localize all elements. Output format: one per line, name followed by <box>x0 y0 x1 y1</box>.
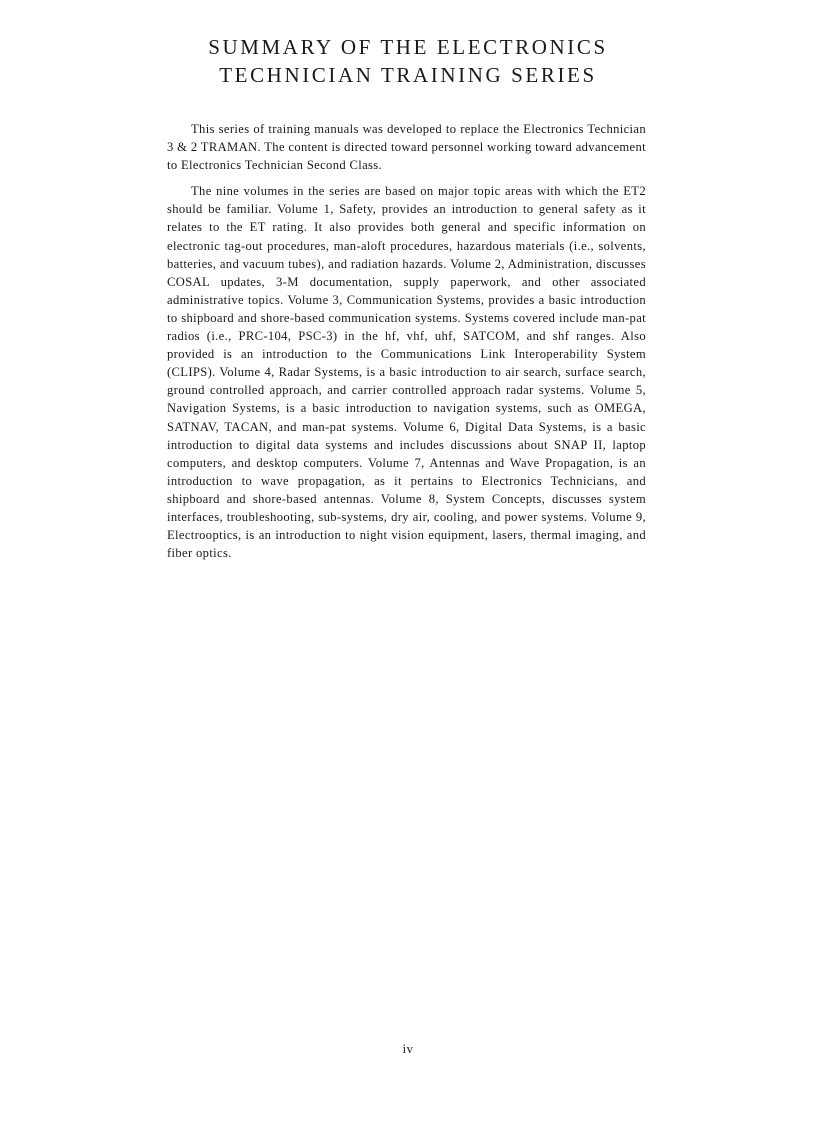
title-line-1: SUMMARY OF THE ELECTRONICS <box>208 35 608 59</box>
body-text <box>167 120 646 570</box>
title-line-2: TECHNICIAN TRAINING SERIES <box>219 63 597 87</box>
page-title <box>120 33 696 89</box>
page-number: iv <box>402 1042 414 1056</box>
paragraph-introduction: This series of training manuals was developed to replace the Electronics Technician 3 & 2 TRAMAN. The content is directed toward personnel working toward advancement to Electronics Technician Second Class. <box>167 122 646 173</box>
paragraph-volumes-overview: The nine volumes in the series are based on major topic areas with which the ET2 should be familiar. Volume 1, Safety, provides an introduction to general safety as it relates to the ET rating. It also provides both general and specific information on electronic tag-out procedures, man-aloft procedures, hazardous materials (i.e., solvents, batteries, and vacuum tubes), and radiation hazards. Volume 2, Administration, discusses COSAL updates, 3-M documentation, supply paperwork, and other associated administrative topics. Volume 3, Communication Systems, provides a basic introduction to shipboard and shore-based communication systems. Systems covered include man-pat radios (i.e., PRC-104, PSC-3) in the hf, vhf, uhf, SATCOM, and shf ranges. Also provided is an introduction to the Communications Link Interoperability System (CLIPS). Volume 4, Radar Systems, is a basic introduction to air search, surface search, ground controlled approach, and carrier controlled approach radar systems. Volume 5, Navigation Systems, is a basic introduction to navigation systems, such as OMEGA, SATNAV, TACAN, and man-pat systems. Volume 6, Digital Data Systems, is a basic introduction to digital data systems and includes discussions about SNAP II, laptop computers, and desktop computers. Volume 7, Antennas and Wave Propagation, is an introduction to wave propagation, as it pertains to Electronics Technicians, and shipboard and shore-based antennas. Volume 8, System Concepts, discusses system interfaces, troubleshooting, sub-systems, dry air, cooling, and power systems. Volume 9, Electrooptics, is an introduction to night vision equipment, lasers, thermal imaging, and fiber optics. <box>167 184 646 561</box>
